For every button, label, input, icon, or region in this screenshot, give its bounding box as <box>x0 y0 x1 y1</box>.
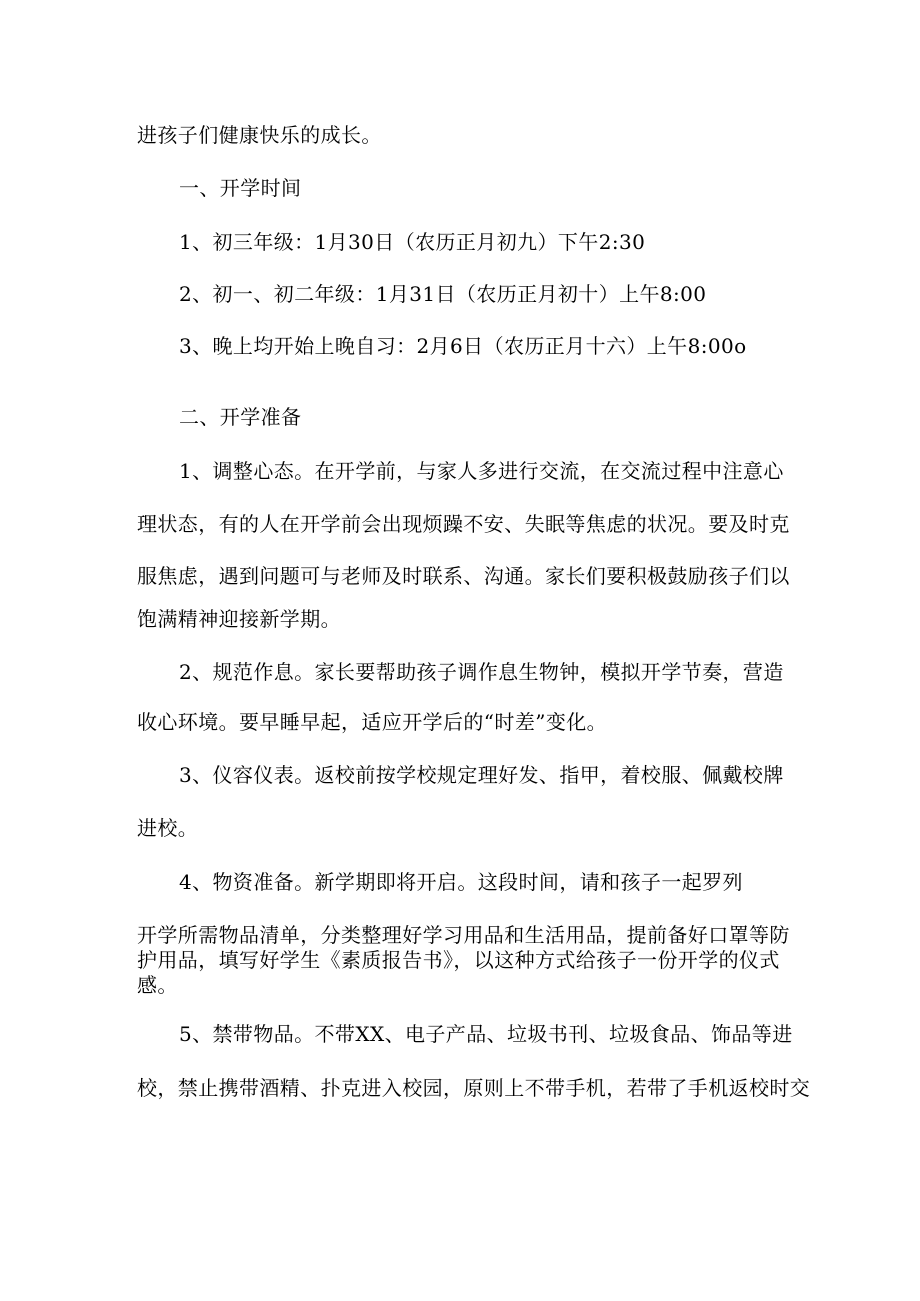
section2-item4-line: 感。 <box>137 973 178 997</box>
section2-item2-line: 收心环境。要早睡早起，适应开学后的“时差”变化。 <box>137 710 608 734</box>
section2-heading: 二、开学准备 <box>179 405 302 429</box>
section2-item5-line: 5、禁带物品。不带XX、电子产品、垃圾书刊、垃圾食品、饰品等进 <box>179 1022 793 1046</box>
section1-item-3: 3、晚上均开始上晚自习：2月6日（农历正月十六）上午8:00o <box>179 334 747 358</box>
section2-item1-line: 1、调整心态。在开学前，与家人多进行交流，在交流过程中注意心 <box>179 459 784 483</box>
section2-item3-line: 进校。 <box>137 816 199 840</box>
section2-item5-line: 校，禁止携带酒精、扑克进入校园，原则上不带手机，若带了手机返校时交 <box>137 1076 811 1100</box>
section2-item2-line: 2、规范作息。家长要帮助孩子调作息生物钟，模拟开学节奏，营造 <box>179 660 784 684</box>
section2-item1-line: 服焦虑，遇到问题可与老师及时联系、沟通。家长们要积极鼓励孩子们以 <box>137 564 790 588</box>
section1-item-1: 1、初三年级：1月30日（农历正月初九）下午2:30 <box>179 230 646 254</box>
section2-item3-line: 3、仪容仪表。返校前按学校规定理好发、指甲，着校服、佩戴校牌 <box>179 763 784 787</box>
section2-item1-line: 理状态，有的人在开学前会出现烦躁不安、失眠等焦虑的状况。要及时克 <box>137 512 790 536</box>
section2-item4-line: 护用品，填写好学生《素质报告书》，以这种方式给孩子一份开学的仪式 <box>137 948 780 972</box>
section2-item4-line: 4、物资准备。新学期即将开启。这段时间，请和孩子一起罗列 <box>179 870 743 894</box>
paragraph-intro-tail: 进孩子们健康快乐的成长。 <box>137 123 382 147</box>
section1-item-2: 2、初一、初二年级：1月31日（农历正月初十）上午8:00 <box>179 282 707 306</box>
section1-heading: 一、开学时间 <box>179 176 302 200</box>
section2-item4-line: 开学所需物品清单，分类整理好学习用品和生活用品，提前备好口罩等防 <box>137 923 790 947</box>
section2-item1-line: 饱满精神迎接新学期。 <box>137 607 341 631</box>
